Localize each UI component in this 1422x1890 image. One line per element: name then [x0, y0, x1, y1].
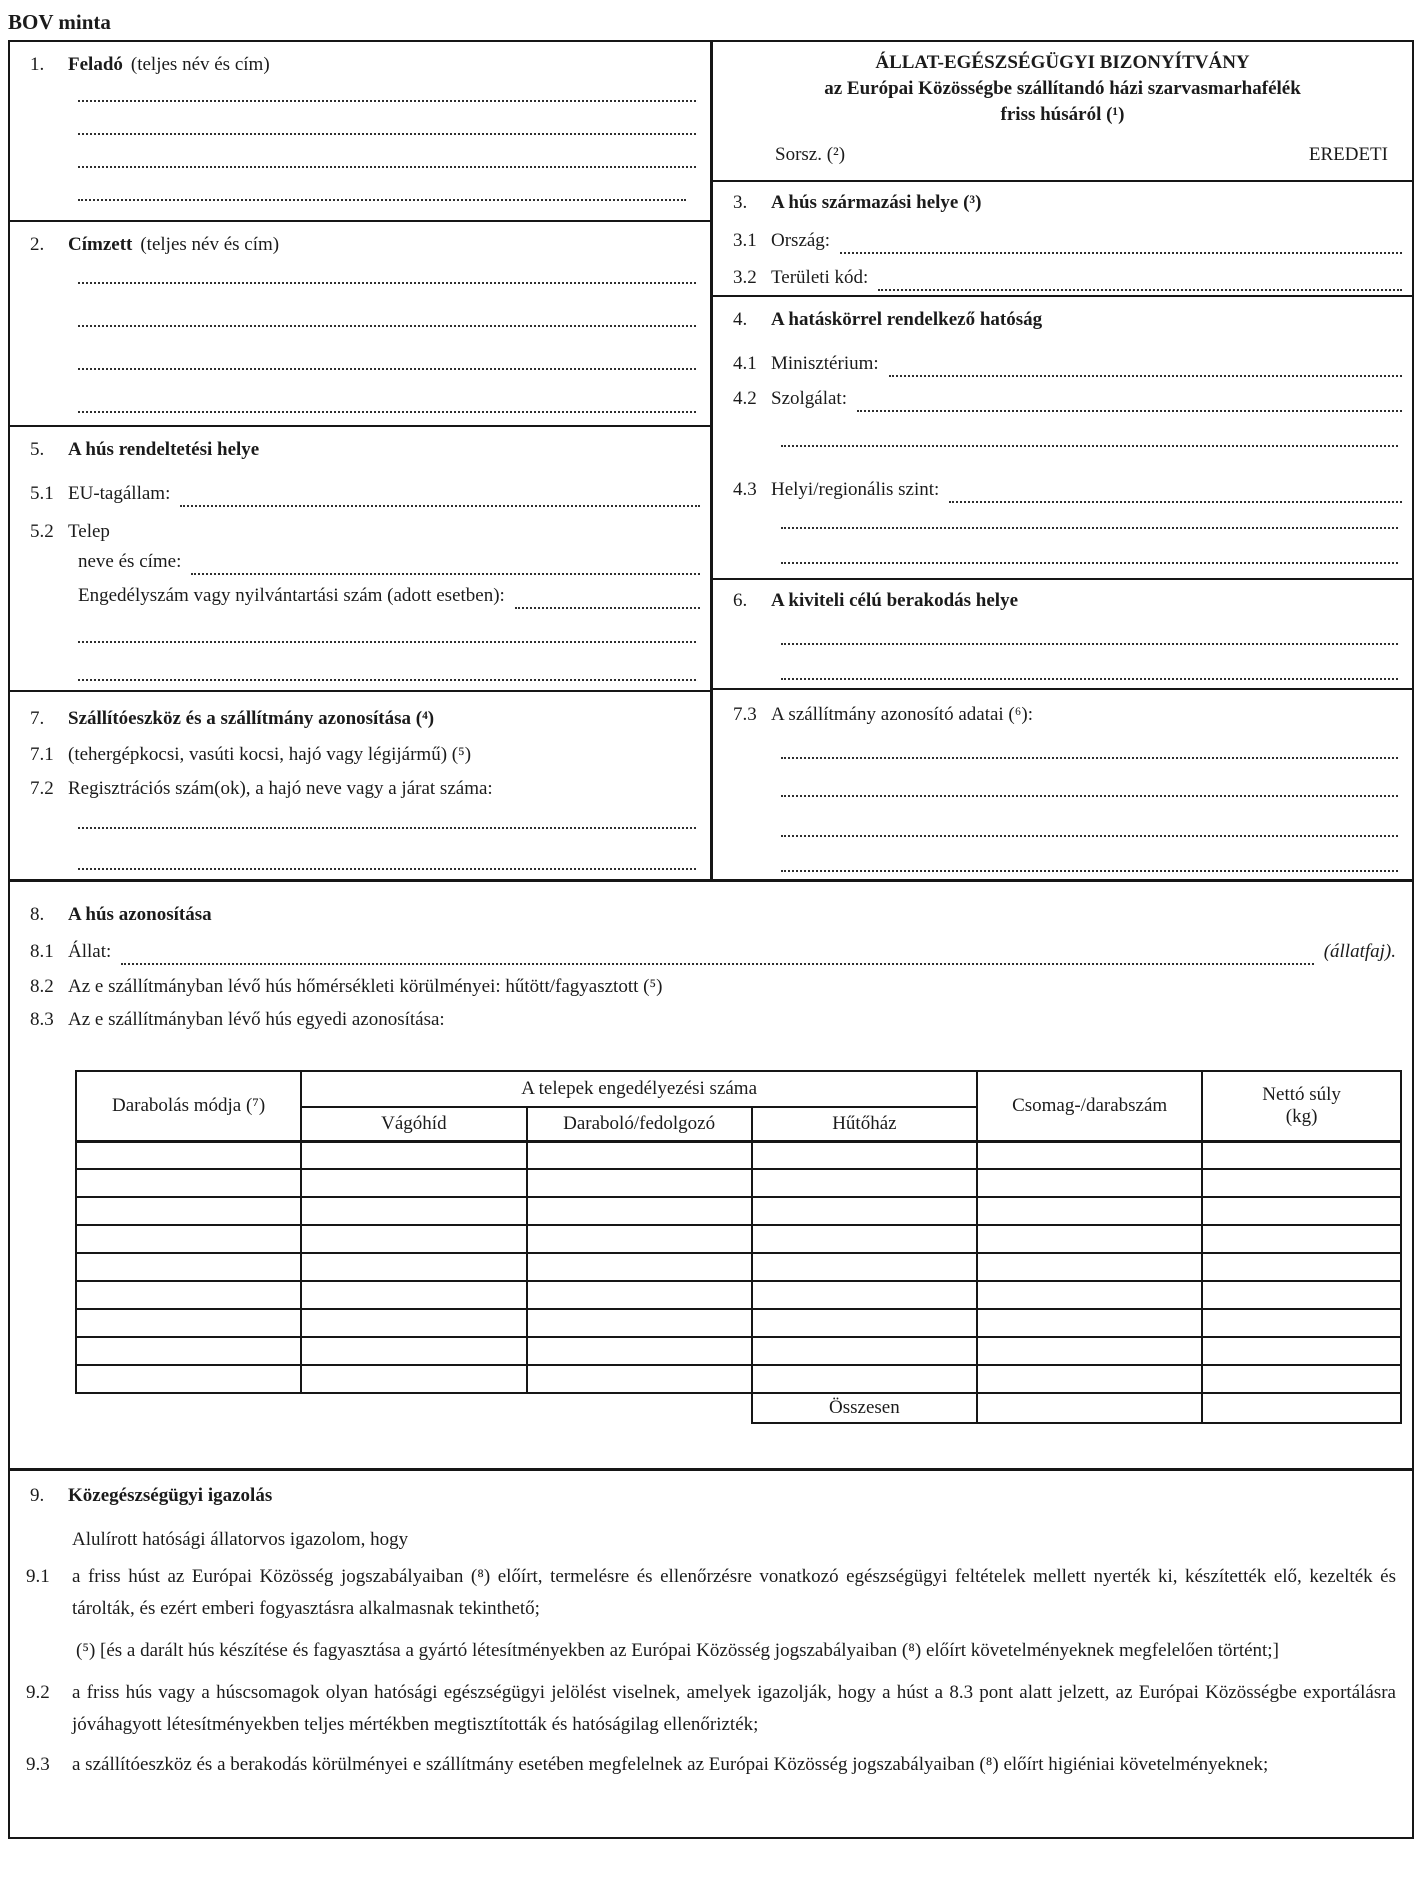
field-label: neve és címe: [78, 551, 182, 572]
form-top-area [10, 42, 1412, 882]
field-7-3 [723, 702, 1402, 728]
section-9-kozegeszsegugyi-igazolas [10, 1471, 1412, 1837]
field-label: Telep [68, 521, 110, 542]
field-number: 4.1 [733, 353, 757, 374]
paragraph-text: a friss hús vagy a húscsomagok olyan hatósági egészségügyi jelölést viselnek, amelyek igazolják, hogy a húst a 8.3 pont alatt jelzett, az Európai Közösségbe exportálásra jóváhagyott létesítményekben teljes mértékben megtisztították és hatóságilag ellenőrizték; [72, 1682, 1396, 1735]
dotted-fill-line [78, 679, 696, 681]
section-number: 9. [30, 1485, 45, 1506]
dotted-fill-line [781, 678, 1398, 680]
field-label: Engedélyszám vagy nyilvántartási szám (adott esetben): [78, 585, 505, 606]
dotted-fill-line [949, 481, 1402, 503]
field-number: 8.1 [30, 941, 54, 962]
section-title: Szállítóeszköz és a szállítmány azonosítása (⁴) [68, 708, 435, 729]
section-number: 2. [30, 234, 45, 255]
section-number: 4. [733, 309, 748, 330]
section-4-hatosag [713, 297, 1412, 580]
certificate-title-line3: friss húsáról (¹) [1000, 104, 1125, 125]
field-orszag [723, 228, 1402, 254]
paragraph-text: a szállítóeszköz és a berakodás körülményei e szállítmány esetében megfelelnek az Európai Közösség jogszabályaiban (⁸) előírt higiéniai követelményeknek; [72, 1754, 1269, 1775]
paragraph-text: (⁵) [és a darált hús készítése és fagyasztása a gyártó létesítményekben az Európai Közösség jogszabályaiban (⁸) előírt követelményeknek megfelelően történt;] [76, 1640, 1279, 1661]
dotted-fill-line [191, 553, 700, 575]
col-header-darabolo: Daraboló/fedolgozó [527, 1107, 752, 1141]
dotted-fill-line [781, 445, 1398, 447]
certificate-form [8, 40, 1414, 1839]
field-label: (tehergépkocsi, vasúti kocsi, hajó vagy légijármű) (⁵) [68, 744, 472, 765]
field-label: Regisztrációs szám(ok), a hajó neve vagy a járat száma: [68, 778, 493, 799]
dotted-fill-line [78, 641, 696, 643]
field-telep [20, 519, 700, 545]
certificate-title-line2: az Európai Közösségbe szállítandó házi szarvasmarhafélék [824, 78, 1301, 99]
section-number: 1. [30, 54, 45, 75]
right-column [713, 42, 1412, 882]
field-szolgalat [723, 386, 1402, 412]
paragraph-9-3 [20, 1749, 1396, 1781]
dotted-fill-line [78, 827, 696, 829]
section-1-felado [10, 42, 710, 222]
paragraph-number: 9.1 [26, 1566, 50, 1587]
field-number: 5.1 [30, 483, 54, 504]
field-eu-tagallam [20, 481, 700, 507]
paragraph-number: 9.3 [26, 1754, 50, 1775]
section-title: A hús rendeltetési helye [68, 439, 260, 460]
field-8-2 [20, 974, 1402, 1000]
col-header-csomag-darabszam: Csomag-/darabszám [977, 1071, 1202, 1141]
total-csomag-cell [977, 1393, 1202, 1423]
table-total-row [76, 1393, 1401, 1423]
dotted-fill-line [781, 870, 1398, 872]
section-7-3-azonosito-adatok [713, 690, 1412, 882]
certificate-title-line1: ÁLLAT-EGÉSZSÉGÜGYI BIZONYÍTVÁNY [875, 52, 1250, 73]
dotted-fill-line [78, 282, 696, 284]
dotted-fill-line [781, 835, 1398, 837]
dotted-fill-line [515, 587, 700, 609]
col-header-darabolas-modja: Darabolás módja (⁷) [76, 1071, 301, 1141]
section-8-hus-azonositasa [10, 882, 1412, 1471]
field-label: Minisztérium: [771, 353, 879, 374]
field-suffix-allatfaj: (állatfaj). [1323, 941, 1396, 962]
table-row [76, 1309, 1401, 1337]
section-3-szarmazasi-hely [713, 182, 1412, 297]
field-label: Állat: [68, 941, 112, 962]
dotted-fill-line [781, 562, 1398, 564]
col-group-header-telepek: A telepek engedélyezési száma [301, 1071, 977, 1107]
table-row [76, 1141, 1401, 1169]
section-5-rendeltetesi-hely [10, 427, 710, 692]
section-title: Közegészségügyi igazolás [68, 1485, 273, 1506]
page-title: BOV minta [8, 10, 111, 34]
meat-identification-table [75, 1070, 1402, 1424]
paragraph-text: a friss húst az Európai Közösség jogszabályaiban (⁸) előírt, termelésre és ellenőrzésre vonatkozó egészségügyi feltételek mellett nyerték ki, készítették elő, kezelték és tárolták, és ezért emberi fogyasztásra alkalmasnak tekinthető; [72, 1566, 1396, 1619]
paragraph-9-1-daralt-hus [72, 1635, 1396, 1667]
section-number: 6. [733, 590, 748, 611]
dotted-fill-line [781, 643, 1398, 645]
field-label: EU-tagállam: [68, 483, 171, 504]
section-7-szallitoeszkoz [10, 692, 710, 882]
paragraph-9-2 [20, 1677, 1396, 1741]
total-netto-cell [1202, 1393, 1401, 1423]
field-label: Az e szállítmányban lévő hús egyedi azonosítása: [68, 1009, 445, 1030]
dotted-fill-line [180, 485, 700, 507]
dotted-fill-line [781, 757, 1398, 759]
field-number: 8.3 [30, 1009, 54, 1030]
original-label: EREDETI [1308, 144, 1388, 165]
total-label-cell: Összesen [752, 1393, 977, 1423]
dotted-fill-line [78, 100, 696, 102]
field-number: 4.3 [733, 479, 757, 500]
section-6-berakodas-helye [713, 580, 1412, 690]
field-telep-neve-cime [68, 549, 700, 575]
section-title: A hús azonosítása [68, 904, 212, 925]
field-number: 7.3 [733, 704, 757, 725]
dotted-fill-line [78, 325, 696, 327]
left-column [10, 42, 710, 882]
field-7-1 [20, 742, 700, 768]
paragraph-number: 9.2 [26, 1682, 50, 1703]
table-row [76, 1169, 1401, 1197]
col-header-hutohaz: Hűtőház [752, 1107, 977, 1141]
section-title: Feladó [68, 54, 123, 75]
section-number: 7. [30, 708, 45, 729]
dotted-fill-line [857, 390, 1402, 412]
certificate-title-box [713, 42, 1412, 182]
field-number: 3.2 [733, 267, 757, 288]
field-number: 7.2 [30, 778, 54, 799]
dotted-fill-line [78, 133, 696, 135]
table-row [76, 1337, 1401, 1365]
dotted-fill-line [78, 368, 696, 370]
table-row [76, 1253, 1401, 1281]
section-title: A hús származási helye (³) [771, 192, 982, 213]
field-allat [20, 939, 1402, 965]
section-number: 8. [30, 904, 45, 925]
field-label: Szolgálat: [771, 388, 847, 409]
field-number: 7.1 [30, 744, 54, 765]
field-teruleti-kod [723, 265, 1402, 291]
serial-number-label: Sorsz. (²) [775, 144, 846, 165]
section-title-note: (teljes név és cím) [130, 54, 270, 75]
field-label: A szállítmány azonosító adatai (⁶): [771, 704, 1033, 725]
col-header-netto-suly: Nettó súly (kg) [1202, 1071, 1401, 1141]
field-label: Az e szállítmányban lévő hús hőmérsékleti körülményei: hűtött/fagyasztott (⁵) [68, 976, 663, 997]
field-engedelyszam [68, 583, 700, 609]
field-label: Területi kód: [771, 267, 869, 288]
section-title: A kiviteli célú berakodás helye [771, 590, 1018, 611]
dotted-fill-line [840, 232, 1402, 254]
field-number: 5.2 [30, 521, 54, 542]
dotted-fill-line [781, 527, 1398, 529]
field-miniszterium [723, 351, 1402, 377]
col-header-vagohid: Vágóhíd [301, 1107, 526, 1141]
dotted-fill-line [121, 943, 1313, 965]
table-row [76, 1281, 1401, 1309]
dotted-fill-line [781, 795, 1398, 797]
table-row [76, 1225, 1401, 1253]
field-number: 8.2 [30, 976, 54, 997]
certification-intro: Alulírott hatósági állatorvos igazolom, hogy [72, 1529, 409, 1550]
field-8-3 [20, 1007, 1402, 1033]
table-row [76, 1365, 1401, 1393]
field-label: Helyi/regionális szint: [771, 479, 940, 500]
field-number: 4.2 [733, 388, 757, 409]
section-title: Címzett [68, 234, 133, 255]
dotted-fill-line [78, 166, 696, 168]
dotted-fill-line [78, 868, 696, 870]
section-2-cimzett [10, 222, 710, 427]
dotted-fill-line [889, 355, 1402, 377]
dotted-fill-line [78, 199, 686, 201]
field-label: Ország: [771, 230, 831, 251]
field-7-2 [20, 776, 700, 802]
table-row [76, 1197, 1401, 1225]
section-title-note: (teljes név és cím) [140, 234, 280, 255]
section-number: 5. [30, 439, 45, 460]
field-number: 3.1 [733, 230, 757, 251]
field-helyi-regionalis [723, 477, 1402, 503]
dotted-fill-line [78, 411, 696, 413]
paragraph-9-1 [20, 1561, 1396, 1625]
dotted-fill-line [878, 269, 1402, 291]
section-number: 3. [733, 192, 748, 213]
section-title: A hatáskörrel rendelkező hatóság [771, 309, 1043, 330]
